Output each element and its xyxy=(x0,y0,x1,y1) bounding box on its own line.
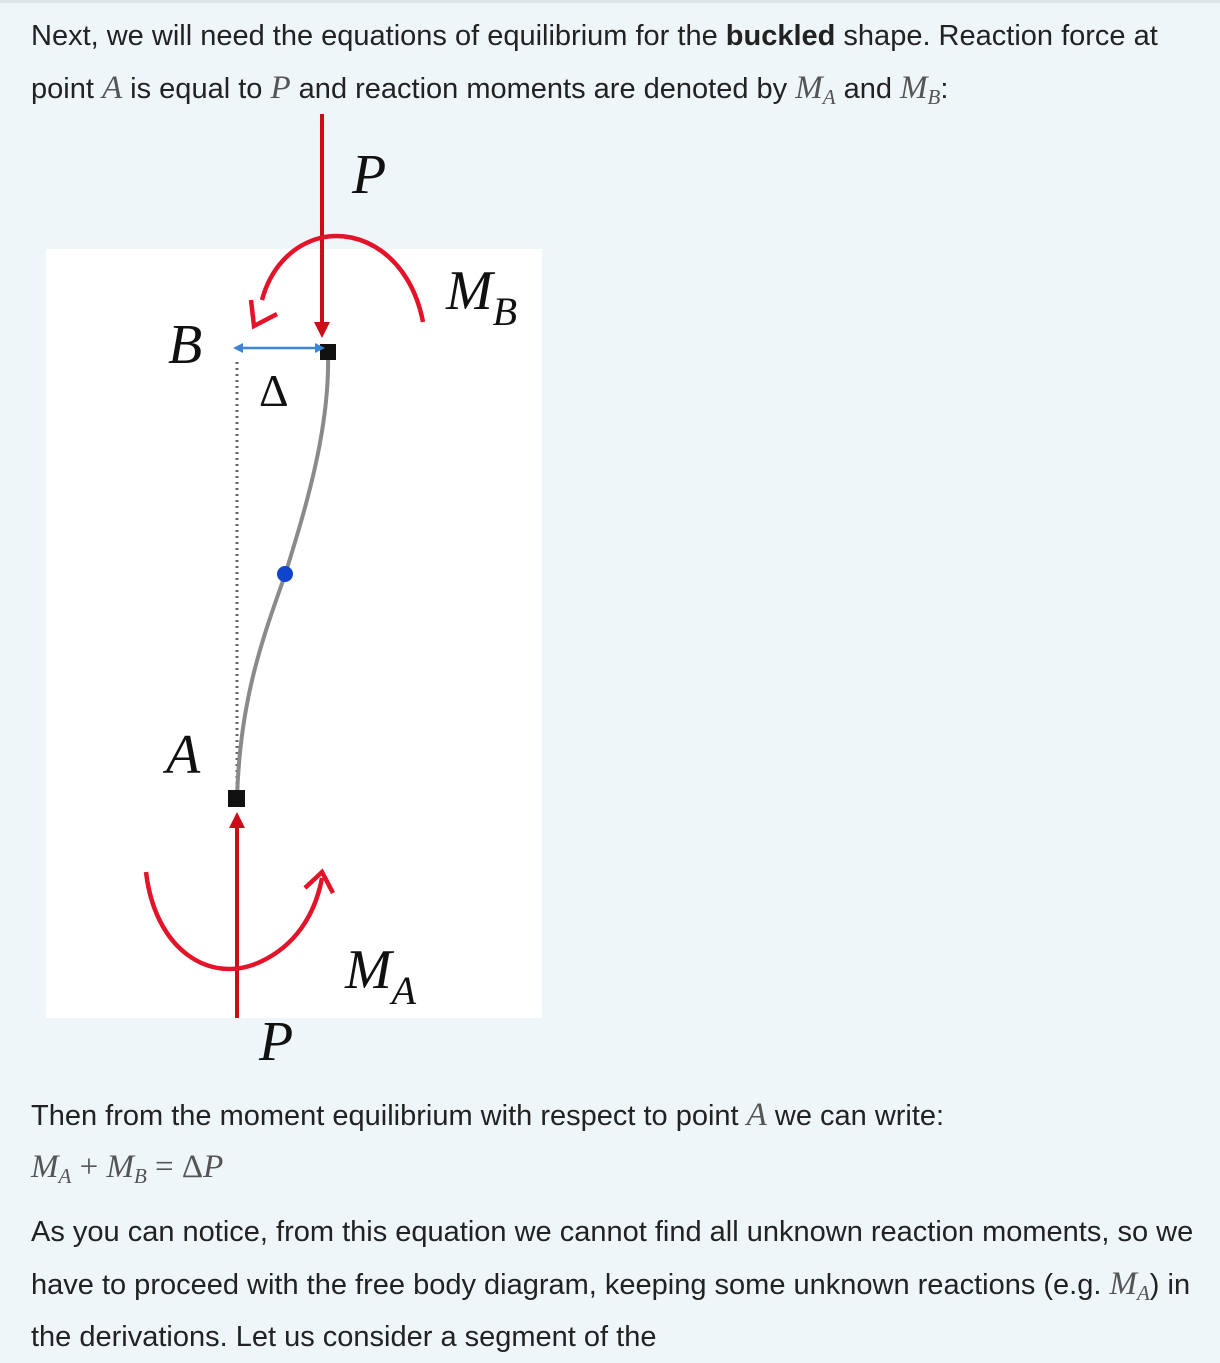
notice-text-1: As you can notice, from this equation we cannot find all unknown reaction moments, so we have to proceed with the free body diagram, keeping some unknown reactions (e.g. xyxy=(31,1216,1194,1301)
intro-bold-buckled: buckled xyxy=(725,20,836,52)
diagram-panel xyxy=(46,249,542,1018)
intro-text-2: shape. Reaction force at point xyxy=(31,20,1158,105)
math-moment-MB-base: M xyxy=(900,70,928,106)
label-P-bottom: P xyxy=(259,1011,294,1073)
eq-MA-base: M xyxy=(31,1149,59,1185)
notice-text-2: ) in the derivations. Let us consider a segment of the xyxy=(31,1269,1191,1353)
math-moment-MA-3 xyxy=(1109,1266,1150,1305)
moment-equation xyxy=(31,1140,223,1193)
math-moment-MA-base: M xyxy=(795,70,823,106)
support-A xyxy=(228,790,245,807)
eq-MA-sub: A xyxy=(58,1164,72,1188)
midpoint-dot xyxy=(277,566,293,582)
math-moment-MA-sub: A xyxy=(822,85,836,109)
math-moment-MA-3-sub: A xyxy=(1136,1281,1150,1305)
label-MB-base: M xyxy=(446,260,493,322)
math-point-A: A xyxy=(101,70,123,106)
eq-delta: Δ xyxy=(181,1149,204,1185)
label-delta: Δ xyxy=(259,365,289,416)
eq-MA xyxy=(31,1149,72,1188)
eq-MB-sub: B xyxy=(133,1164,147,1188)
math-moment-MA-3-base: M xyxy=(1109,1266,1137,1302)
label-B: B xyxy=(168,314,203,376)
label-P-top: P xyxy=(352,144,387,206)
eq-MB-base: M xyxy=(106,1149,134,1185)
intro-text-6: : xyxy=(940,73,949,105)
math-point-A-2: A xyxy=(746,1097,767,1133)
intro-text-5: and xyxy=(835,73,901,105)
eq-P: P xyxy=(203,1149,224,1185)
moment-eq-text-1: Then from the moment equilibrium with respect to point xyxy=(31,1100,747,1132)
label-MB-sub: B xyxy=(492,289,518,334)
math-moment-MB-sub: B xyxy=(927,85,941,109)
math-force-P: P xyxy=(270,70,291,106)
label-MA-sub: A xyxy=(391,968,417,1013)
intro-text-4: and reaction moments are denoted by xyxy=(290,73,796,105)
moment-eq-text-2: we can write: xyxy=(766,1100,945,1132)
intro-text-1: Next, we will need the equations of equilibrium for the xyxy=(31,20,726,52)
eq-equals: = xyxy=(146,1149,182,1185)
moment-equilibrium-paragraph xyxy=(31,1089,1196,1142)
support-B xyxy=(320,344,336,360)
eq-plus: + xyxy=(71,1149,107,1185)
eq-MB xyxy=(106,1149,147,1188)
label-A: A xyxy=(166,724,201,786)
intro-text-3: is equal to xyxy=(122,73,271,105)
notice-paragraph xyxy=(31,1206,1196,1363)
label-MA-base: M xyxy=(345,939,392,1001)
